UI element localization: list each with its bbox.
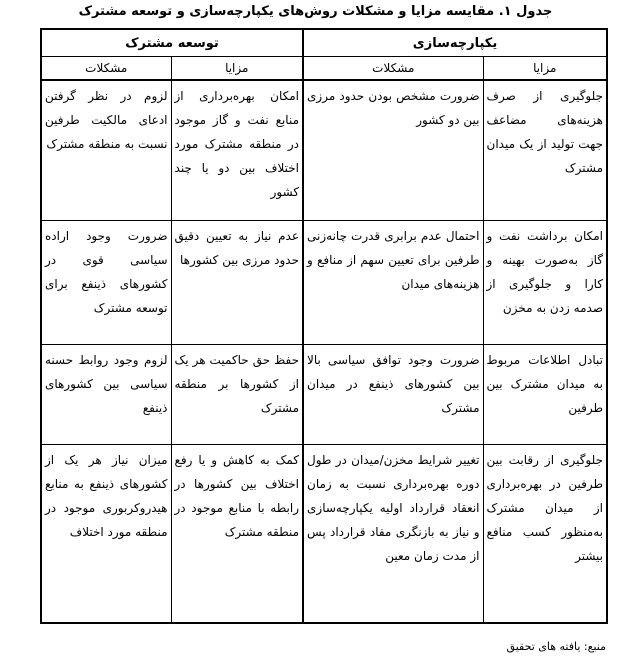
- table-row: [41, 445, 607, 624]
- cell-b-problem: لزوم وجود روابط حسنه سیاسی بین کشورهای ذینفع: [41, 345, 171, 445]
- group-header-row: [41, 29, 607, 57]
- table-caption: جدول ۱. مقایسه مزایا و مشکلات روش‌های یکپارچه‌سازی و توسعه مشترک: [78, 4, 553, 19]
- cell-b-problem: لزوم در نظر گرفتن ادعای مالکیت طرفین نسبت به منطقه مشترک: [41, 80, 171, 221]
- cell-a-problem: تغییر شرایط مخزن/میدان در طول دوره بهره‌برداری نسبت به زمان انعقاد قرارداد اولیه یکپارچه‌سازی و نیاز به بازنگری مفاد قرارداد پس از مدت زمان معین: [303, 445, 483, 624]
- cell-a-advantage: امکان برداشت نفت و گاز به‌صورت بهینه و کارا و جلوگیری از صدمه زدن به مخزن: [483, 221, 607, 345]
- table-row: [41, 345, 607, 445]
- cell-a-problem: احتمال عدم برابری قدرت چانه‌زنی طرفین برای تعیین سهم از منافع و هزینه‌های میدان: [303, 221, 483, 345]
- comparison-table: [40, 28, 608, 624]
- table-row: [41, 221, 607, 345]
- cell-a-advantage: تبادل اطلاعات مربوط به میدان مشترک بین طرفین: [483, 345, 607, 445]
- cell-b-advantage: امکان بهره‌برداری از منابع نفت و گاز موجود در منطقه مشترک مورد اختلاف بین دو یا چند کشور: [171, 80, 303, 221]
- cell-b-advantage: کمک به کاهش و یا رفع اختلاف بین کشورها در رابطه با منابع موجود در منطقه مشترک: [171, 445, 303, 624]
- header-b-advantages: مزایا: [171, 57, 303, 81]
- header-a-advantages: مزایا: [483, 57, 607, 81]
- cell-a-advantage: جلوگیری از صرف هزینه‌های مضاعف جهت تولید از یک میدان مشترک: [483, 80, 607, 221]
- cell-a-problem: ضرورت مشخص بودن حدود مرزی بین دو کشور: [303, 80, 483, 221]
- cell-b-advantage: حفظ حق حاکمیت هر یک از کشورها بر منطقه مشترک: [171, 345, 303, 445]
- cell-b-problem: میزان نیاز هر یک از کشورهای ذینفع به منابع هیدروکربوری موجود در منطقه مورد اختلاف: [41, 445, 171, 624]
- cell-b-advantage: عدم نیاز به تعیین دقیق حدود مرزی بین کشورها: [171, 221, 303, 345]
- header-b-problems: مشکلات: [41, 57, 171, 81]
- cell-b-problem: ضرورت وجود اراده سیاسی قوی در کشورهای ذینفع برای توسعه مشترک: [41, 221, 171, 345]
- header-a-problems: مشکلات: [303, 57, 483, 81]
- header-integration: یکپارچه‌سازی: [303, 29, 607, 57]
- subheader-row: [41, 57, 607, 81]
- cell-a-advantage: جلوگیری از رقابت بین طرفین در بهره‌برداری از میدان مشترک به‌منظور کسب منافع بیشتر: [483, 445, 607, 624]
- table-row: [41, 80, 607, 221]
- cell-a-problem: ضرورت وجود توافق سیاسی بالا بین کشورهای ذینفع در میدان مشترک: [303, 345, 483, 445]
- header-joint-development: توسعه مشترک: [41, 29, 303, 57]
- source-note: منبع: یافته های تحقیق: [506, 640, 606, 653]
